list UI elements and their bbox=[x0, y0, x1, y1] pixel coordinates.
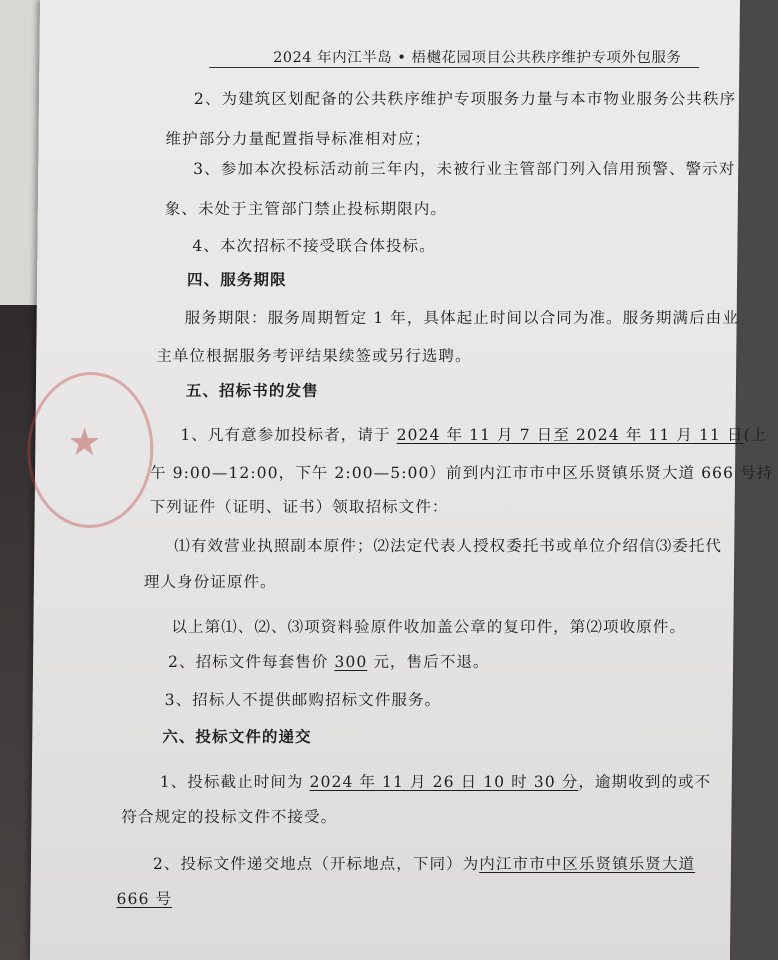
header-rule bbox=[209, 67, 699, 68]
text-span: ，逾期收到的或不 bbox=[578, 773, 712, 791]
para-line: 3、参加本次投标活动前三年内，未被行业主管部门列入信用预警、警示对 bbox=[193, 160, 736, 178]
para-line: ⑴有效营业执照副本原件；⑵法定代表人授权委托书或单位介绍信⑶委托代 bbox=[174, 537, 723, 555]
para-line: 午 9:00—12:00，下午 2:00—5:00）前到内江市市中区乐贤镇乐贤大道 666 号持 bbox=[149, 464, 774, 482]
seal-star-icon: ★ bbox=[67, 420, 102, 464]
text-span: 1、凡有意参加投标者，请于 bbox=[180, 426, 397, 444]
para-line: 服务期限：服务周期暂定 1 年，具体起止时间以合同为准。服务期满后由业 bbox=[184, 309, 739, 327]
para-line bbox=[168, 650, 490, 672]
address-underlined: 内江市市中区乐贤镇乐贤大道 bbox=[479, 855, 696, 873]
text-span: 2、投标文件递交地点（开标地点，下同）为 bbox=[152, 855, 480, 873]
address-number: 666 号 bbox=[116, 890, 173, 908]
section-heading: 四、服务期限 bbox=[186, 270, 287, 289]
para-line: 3、招标人不提供邮购招标文件服务。 bbox=[164, 691, 442, 709]
para-line: 主单位根据服务考评结果续签或另行选聘。 bbox=[156, 347, 472, 365]
section-heading: 六、投标文件的递交 bbox=[162, 727, 312, 746]
text-span: 元，售后不退。 bbox=[367, 653, 490, 671]
document-page bbox=[30, 0, 774, 960]
page-header: 2024 年内江半岛 • 梧樾花园项目公共秩序维护专项外包服务 bbox=[273, 50, 682, 66]
para-line: 象、未处于主管部门禁止投标期限内。 bbox=[164, 200, 448, 218]
para-line: 维护部分力量配置指导标准相对应； bbox=[165, 130, 432, 148]
para-line: 2、为建筑区划配备的公共秩序维护专项服务力量与本市物业服务公共秩序 bbox=[193, 90, 737, 108]
para-line bbox=[180, 423, 767, 445]
deadline-underlined: 2024 年 11 月 26 日 10 时 30 分 bbox=[309, 773, 579, 791]
section-heading: 五、招标书的发售 bbox=[185, 381, 319, 400]
para-line: 以上第⑴、⑵、⑶项资料验原件收加盖公章的复印件，第⑵项收原件。 bbox=[171, 618, 687, 636]
para-line: 4、本次招标不接受联合体投标。 bbox=[192, 237, 436, 255]
para-line: 下列证件（证明、证书）领取招标文件： bbox=[149, 498, 449, 516]
text-span: 1、投标截止时间为 bbox=[159, 773, 310, 791]
price-underlined: 300 bbox=[334, 653, 368, 671]
para-line bbox=[153, 852, 695, 874]
para-line: 理人身份证原件。 bbox=[143, 573, 277, 591]
para-line bbox=[160, 770, 712, 792]
date-range-underlined: 2024 年 11 月 7 日至 2024 年 11 月 11 日 bbox=[396, 426, 744, 444]
text-span: 2、招标文件每套售价 bbox=[167, 653, 335, 671]
para-line: 符合规定的投标文件不接受。 bbox=[121, 808, 338, 826]
text-span: (上 bbox=[743, 426, 768, 444]
